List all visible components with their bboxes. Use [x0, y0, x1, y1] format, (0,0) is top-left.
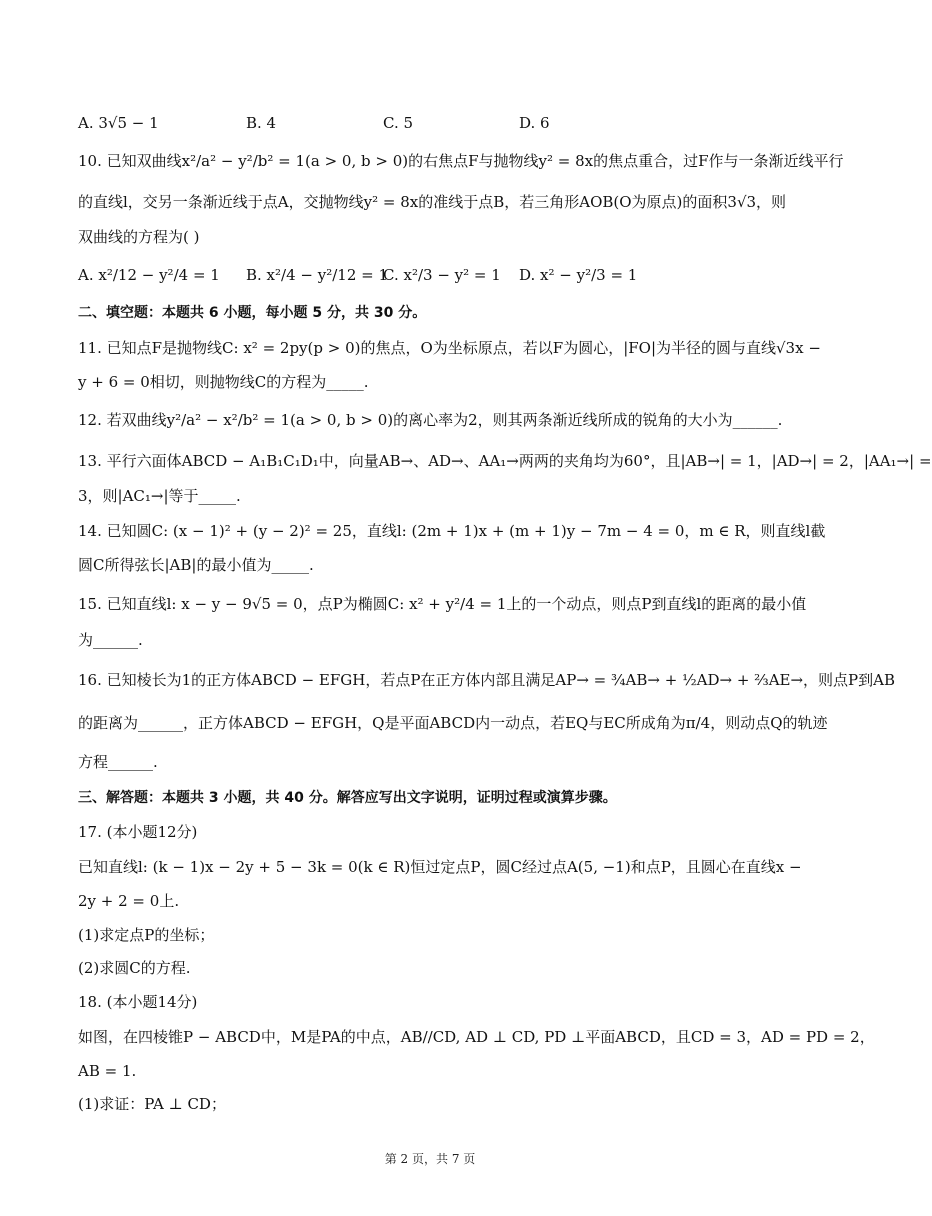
q18-line-2: AB = 1. [78, 1062, 137, 1080]
q12-line-1: 12. 若双曲线y²/a² − x²/b² = 1(a > 0, b > 0)的离心率为2，则其两条渐近线所成的锐角的大小为______. [78, 411, 783, 429]
q15-line-2: 为______. [78, 631, 143, 649]
q16-line-1: 16. 已知棱长为1的正方体ABCD − EFGH，若点P在正方体内部且满足AP→ = ¾AB→ + ½AD→ + ⅔AE→，则点P到AB [78, 671, 895, 689]
q18-part-1: (1)求证：PA ⊥ CD； [78, 1095, 226, 1113]
q17-line-1: 已知直线l: (k − 1)x − 2y + 5 − 3k = 0(k ∈ R)恒过定点P，圆C经过点A(5, −1)和点P，且圆心在直线x − [78, 858, 802, 876]
q11-line-1: 11. 已知点F是抛物线C: x² = 2py(p > 0)的焦点，O为坐标原点，若以F为圆心，|FO|为半径的圆与直线√3x − [78, 339, 821, 357]
q10-option-b: B. x²/4 − y²/12 = 1 [246, 266, 389, 284]
q17-title: 17. (本小题12分) [78, 823, 198, 841]
q9-option-d: D. 6 [519, 114, 550, 132]
q10-line-2: 的直线l，交另一条渐近线于点A，交抛物线y² = 8x的准线于点B，若三角形AOB(O为原点)的面积3√3，则 [78, 193, 787, 211]
q10-line-1: 10. 已知双曲线x²/a² − y²/b² = 1(a > 0, b > 0)的右焦点F与抛物线y² = 8x的焦点重合，过F作与一条渐近线平行 [78, 152, 844, 170]
section-2-heading: 二、填空题：本题共 6 小题，每小题 5 分，共 30 分。 [78, 305, 427, 321]
q17-part-1: (1)求定点P的坐标； [78, 926, 215, 944]
q17-line-2: 2y + 2 = 0上. [78, 892, 180, 910]
q10-option-d: D. x² − y²/3 = 1 [519, 266, 638, 284]
q18-title: 18. (本小题14分) [78, 993, 198, 1011]
q10-line-3: 双曲线的方程为( ) [78, 228, 200, 246]
page-number-footer: 第 2 页，共 7 页 [384, 1152, 476, 1166]
q14-line-2: 圆C所得弦长|AB|的最小值为_____. [78, 556, 314, 574]
q10-option-c: C. x²/3 − y² = 1 [383, 266, 501, 284]
q16-line-3: 方程______. [78, 753, 158, 771]
section-3-heading: 三、解答题：本题共 3 小题，共 40 分。解答应写出文字说明，证明过程或演算步骤。 [78, 790, 617, 806]
q9-option-a: A. 3√5 − 1 [78, 114, 159, 132]
q15-line-1: 15. 已知直线l: x − y − 9√5 = 0，点P为椭圆C: x² + y²/4 = 1上的一个动点，则点P到直线l的距离的最小值 [78, 595, 807, 613]
q13-line-1: 13. 平行六面体ABCD − A₁B₁C₁D₁中，向量AB→、AD→、AA₁→两两的夹角均为60°，且|AB→| = 1，|AD→| = 2，|AA₁→| = [78, 452, 932, 470]
q9-option-b: B. 4 [246, 114, 277, 132]
q11-line-2: y + 6 = 0相切，则抛物线C的方程为_____. [78, 373, 369, 391]
q14-line-1: 14. 已知圆C: (x − 1)² + (y − 2)² = 25，直线l: (2m + 1)x + (m + 1)y − 7m − 4 = 0，m ∈ R，则直线l截 [78, 522, 826, 540]
q17-part-2: (2)求圆C的方程. [78, 959, 191, 977]
q9-option-c: C. 5 [383, 114, 414, 132]
q16-line-2: 的距离为______，正方体ABCD − EFGH，Q是平面ABCD内一动点，若EQ与EC所成角为π/4，则动点Q的轨迹 [78, 714, 828, 732]
q10-option-a: A. x²/12 − y²/4 = 1 [78, 266, 220, 284]
q13-line-2: 3，则|AC₁→|等于_____. [78, 487, 241, 505]
q18-line-1: 如图，在四棱锥P − ABCD中，M是PA的中点，AB//CD, AD ⊥ CD, PD ⊥平面ABCD，且CD = 3，AD = PD = 2， [78, 1028, 875, 1046]
